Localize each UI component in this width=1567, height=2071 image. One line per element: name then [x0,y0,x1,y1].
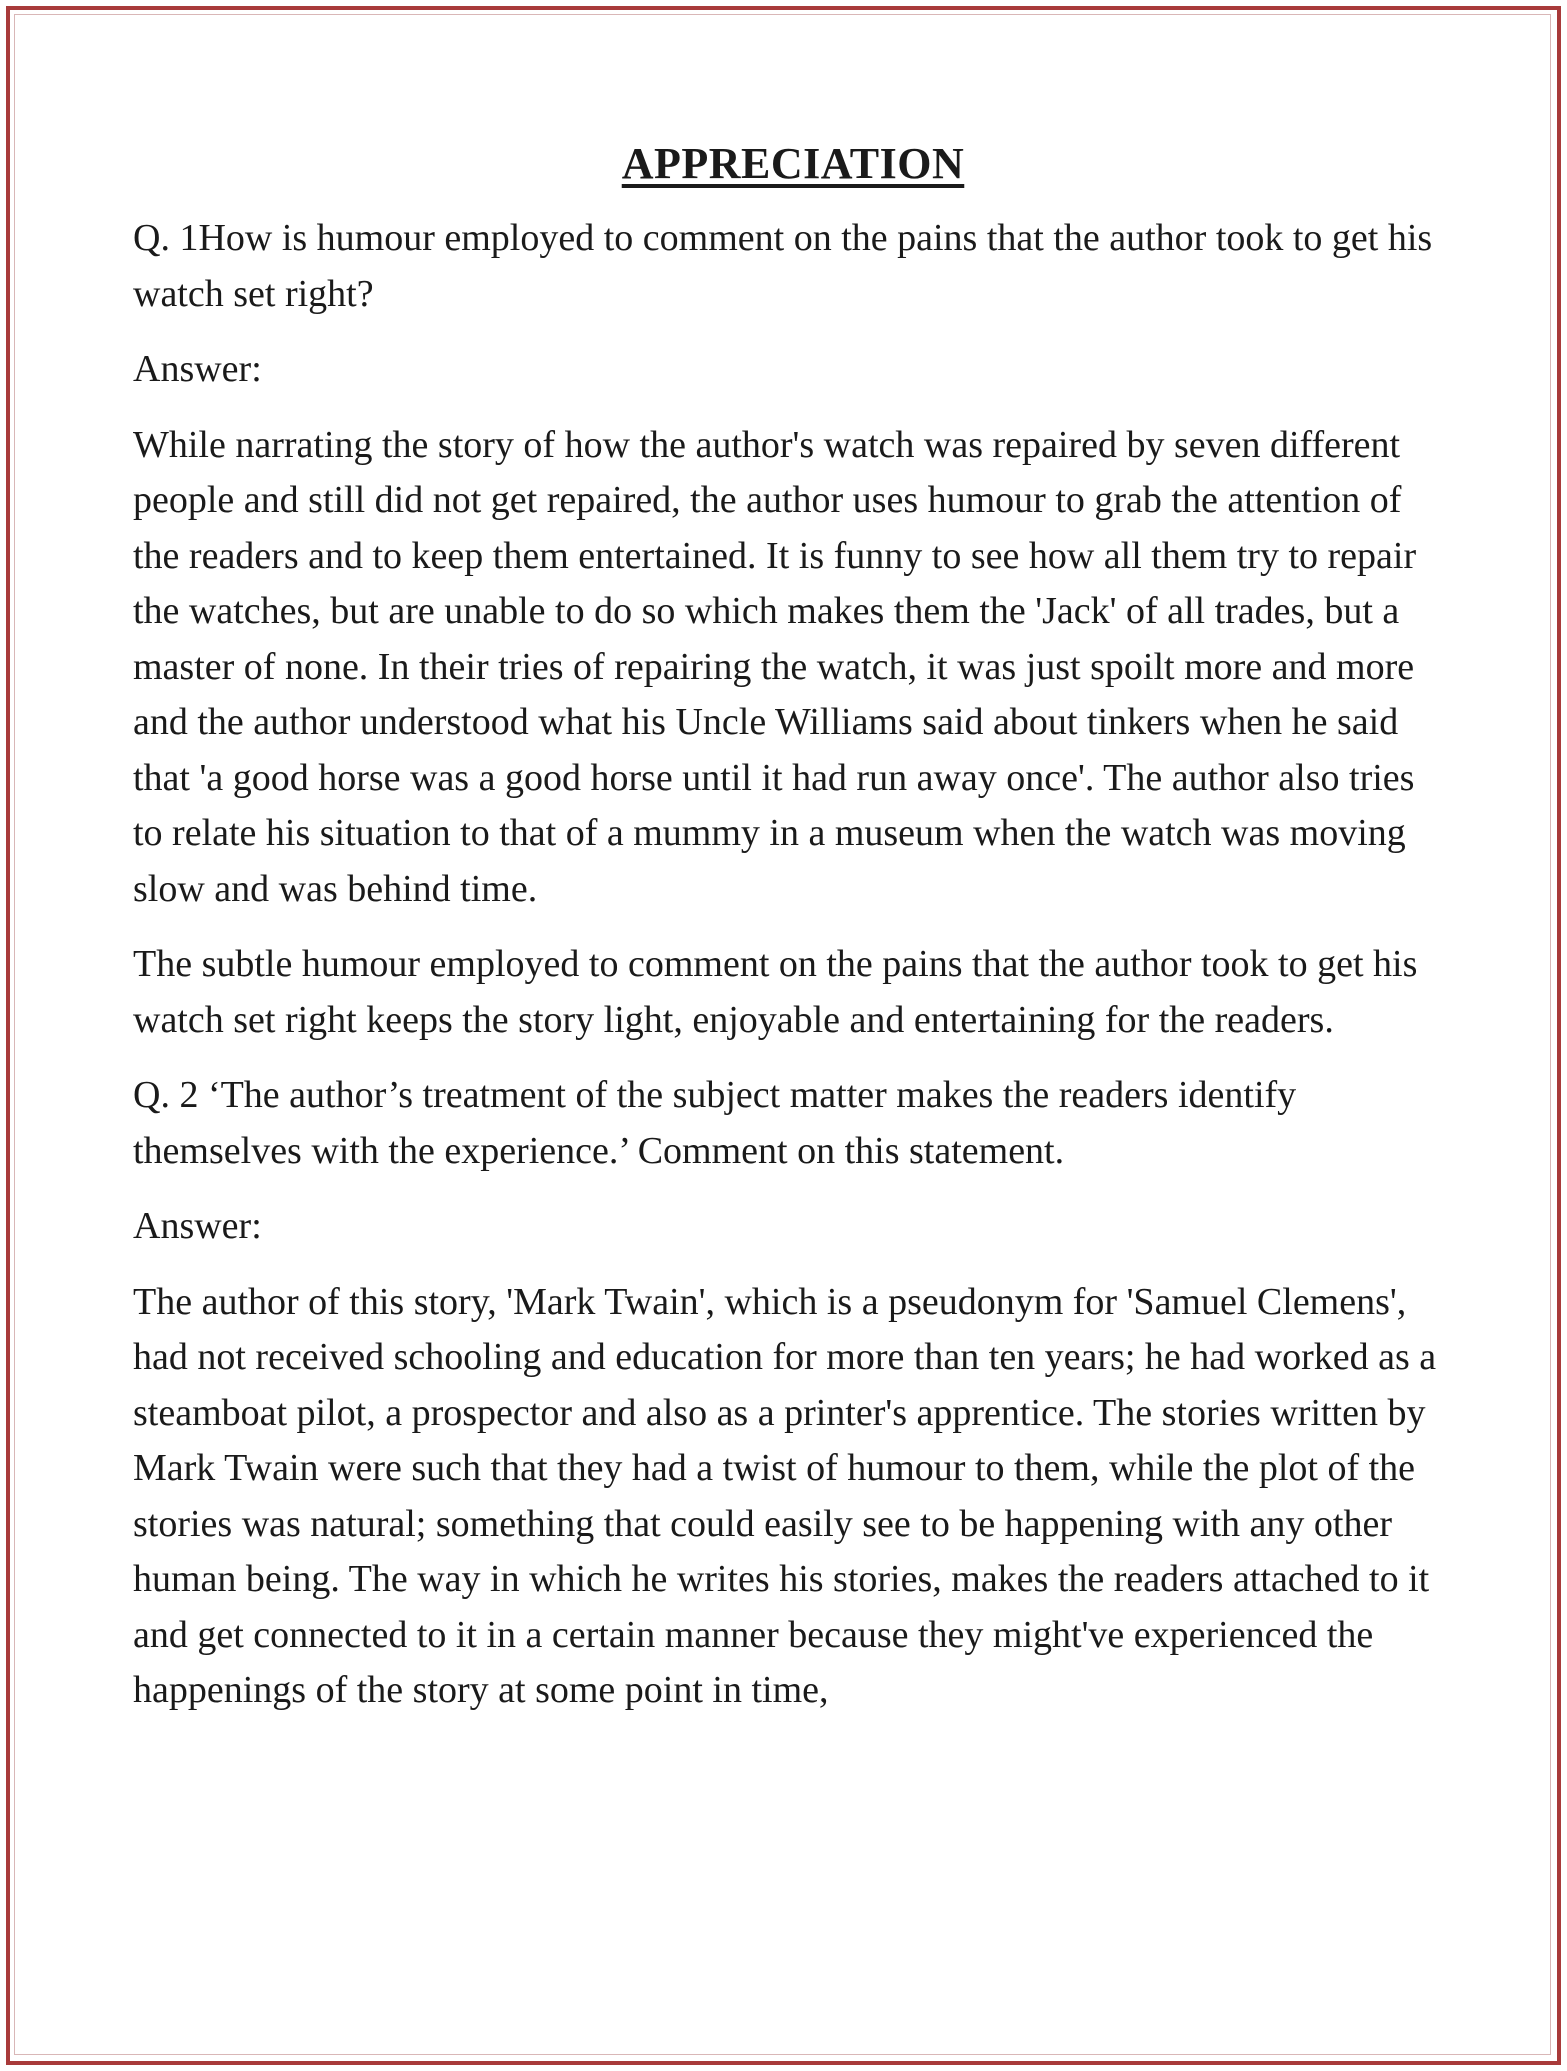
question-1: Q. 1How is humour employed to comment on the pains that the author took to get his watch set right? [133,217,1433,315]
answer-1-paragraph-2: The subtle humour employed to comment on the pains that the author took to get his watch set right keeps the story light, enjoyable and entertaining for the readers. [133,943,1418,1041]
page-title: APPRECIATION [621,139,965,188]
document-body [133,130,1453,1739]
answer-2-paragraph-1: The author of this story, 'Mark Twain', which is a pseudonym for 'Samuel Clemens', had not received schooling and education for more than ten years; he had worked as a steamboat pilot, a prospector and also as a printer's apprentice. The stories written by Mark Twain were such that they had a twist of humour to them, while the plot of the stories was natural; something that could easily see to be happening with any other human being. The way in which he writes his stories, makes the readers attached to it and get connected to it in a certain manner because they might've experienced the happenings of the story at some point in time, [133,1280,1437,1711]
answer-1-label: Answer: [133,348,262,390]
answer-1-paragraph-1: While narrating the story of how the author's watch was repaired by seven different people and still did not get repaired, the author uses humour to grab the attention of the readers and to keep them entertained. It is funny to see how all them try to repair the watches, but are unable to do so which makes them the 'Jack' of all trades, but a master of none. In their tries of repairing the watch, it was just spoilt more and more and the author understood what his Uncle Williams said about tinkers when he said that 'a good horse was a good horse until it had run away once'. The author also tries to relate his situation to that of a mummy in a museum when the watch was moving slow and was behind time. [133,423,1417,910]
question-2: Q. 2 ‘The author’s treatment of the subject matter makes the readers identify themselves with the experience.’ Comment on this statement. [133,1074,1297,1172]
answer-2-label: Answer: [133,1205,262,1247]
